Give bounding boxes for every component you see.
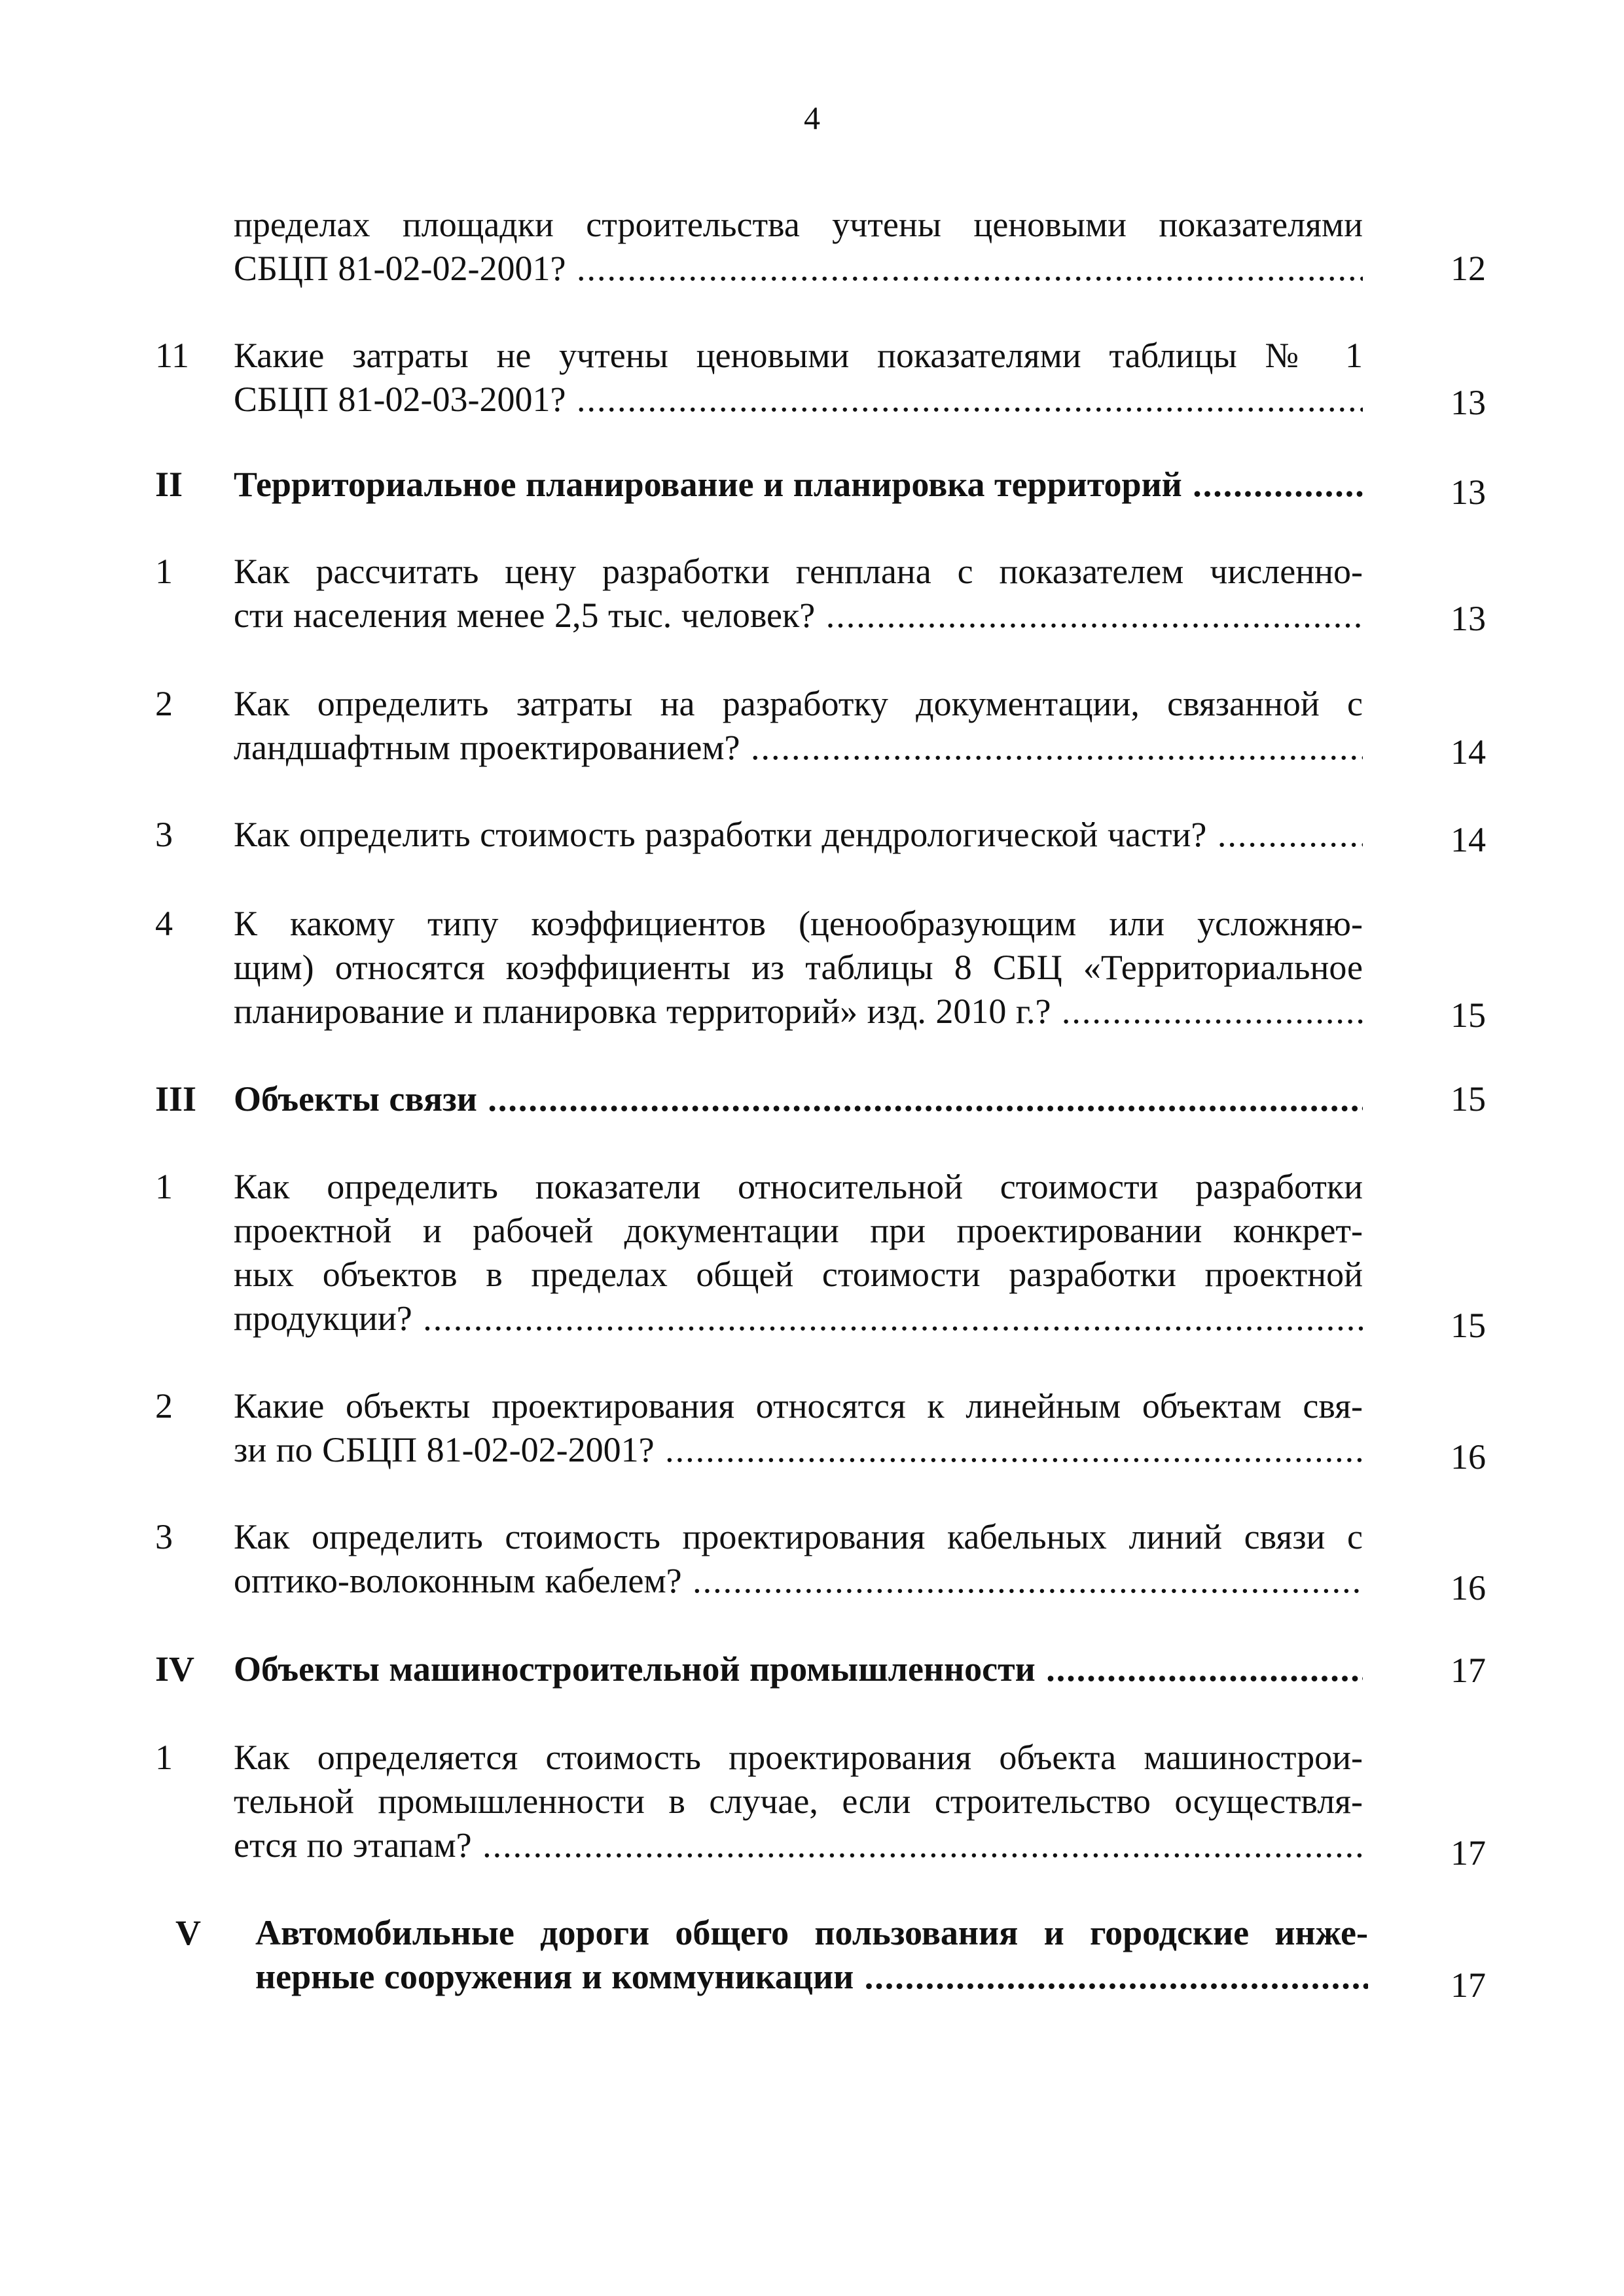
toc-entry-line: тельной промышленности в случае, если строительство осуществля-	[234, 1782, 1363, 1821]
toc-entry-line: Объекты связи .....	[234, 1077, 1363, 1121]
toc-section-title	[234, 1647, 1363, 1691]
toc-section-number: V	[175, 1913, 201, 1952]
toc-entry-number: 1	[155, 1167, 173, 1206]
toc-section-number: II	[155, 465, 183, 504]
toc-entry-number: 2	[155, 1386, 173, 1426]
toc-entry-line: сти населения менее 2,5 тыс. человек? .....	[234, 594, 1363, 637]
toc-entry-title	[234, 1384, 1363, 1472]
toc-entry-page: 13	[1451, 599, 1486, 638]
toc-entry-title	[234, 682, 1363, 770]
toc-entry-page: 16	[1451, 1437, 1486, 1477]
toc-section-title	[234, 1077, 1363, 1121]
toc-entry-line: планирование и планировка территорий» изд. 2010 г.? .....	[234, 990, 1363, 1033]
toc-entry-line: Как рассчитать цену разработки генплана с показателем численно-	[234, 552, 1363, 591]
toc-entry-title	[234, 1736, 1363, 1867]
toc-entry-line: продукции? .....	[234, 1297, 1363, 1340]
toc-section-title	[234, 463, 1363, 507]
toc-section-number: III	[155, 1079, 197, 1119]
toc-entry-page: 15	[1451, 996, 1486, 1035]
toc-entry-line: Объекты машиностроительной промышленности .....	[234, 1647, 1363, 1691]
toc-entry-line: нерные сооружения и коммуникации .....	[255, 1955, 1368, 1999]
toc-entry-line: Как определить показатели относительной стоимости разработки	[234, 1167, 1363, 1206]
toc-entry-line: проектной и рабочей документации при проектировании конкрет-	[234, 1211, 1363, 1250]
toc-entry-line: щим) относятся коэффициенты из таблицы 8 СБЦ «Территориальное	[234, 948, 1363, 987]
toc-entry-title	[234, 1165, 1363, 1340]
toc-entry-title	[234, 203, 1363, 291]
toc-entry-line: Как определить затраты на разработку документации, связанной с	[234, 684, 1363, 723]
toc-entry-page: 15	[1451, 1306, 1486, 1345]
toc-entry-line: Какие затраты не учтены ценовыми показателями таблицы № 1	[234, 336, 1363, 375]
toc-entry-page: 17	[1451, 1833, 1486, 1873]
toc-entry-page: 14	[1451, 732, 1486, 772]
toc-entry-page: 17	[1451, 1965, 1486, 2005]
toc-entry-page: 16	[1451, 1568, 1486, 1607]
toc-entry-line: СБЦП 81-02-03-2001? .....	[234, 378, 1363, 422]
toc-entry-number: 4	[155, 904, 173, 943]
toc-entry-page: 13	[1451, 383, 1486, 422]
toc-entry-page: 15	[1451, 1079, 1486, 1119]
toc-entry-title	[234, 550, 1363, 637]
toc-entry-title	[234, 334, 1363, 422]
toc-entry-number: 3	[155, 815, 173, 854]
toc-entry-page: 14	[1451, 820, 1486, 859]
toc-entry-line: ется по этапам? .....	[234, 1823, 1363, 1867]
toc-entry-line: ландшафтным проектированием? .....	[234, 726, 1363, 770]
toc-entry-title	[234, 1515, 1363, 1603]
toc-entry-number: 3	[155, 1517, 173, 1556]
toc-entry-line: оптико-волоконным кабелем? .....	[234, 1559, 1363, 1603]
page-number: 4	[804, 99, 820, 136]
toc-entry-title	[234, 813, 1363, 857]
toc-entry-line: пределах площадки строительства учтены ценовыми показателями	[234, 205, 1363, 244]
toc-entry-line: Как определяется стоимость проектирования объекта машинострои-	[234, 1738, 1363, 1777]
toc-entry-number: 2	[155, 684, 173, 723]
toc-entry-line: Территориальное планирование и планировка территорий .....	[234, 463, 1363, 507]
toc-entry-number: 1	[155, 552, 173, 591]
toc-entry-line: Автомобильные дороги общего пользования и городские инже-	[255, 1913, 1368, 1952]
toc-entry-line: ных объектов в пределах общей стоимости разработки проектной	[234, 1255, 1363, 1294]
toc-entry-page: 13	[1451, 473, 1486, 512]
toc-entry-line: Как определить стоимость проектирования кабельных линий связи с	[234, 1517, 1363, 1556]
toc-entry-line: зи по СБЦП 81-02-02-2001? .....	[234, 1428, 1363, 1472]
toc-entry-title	[234, 902, 1363, 1033]
toc-section-title	[255, 1911, 1368, 1999]
toc-entry-page: 17	[1451, 1651, 1486, 1690]
toc-entry-line: Какие объекты проектирования относятся к линейным объектам свя-	[234, 1386, 1363, 1426]
toc-entry-number: 1	[155, 1738, 173, 1777]
toc-section-number: IV	[155, 1649, 195, 1689]
toc-entry-page: 12	[1451, 249, 1486, 288]
toc-entry-line: СБЦП 81-02-02-2001? .....	[234, 247, 1363, 291]
toc-entry-number: 11	[155, 336, 189, 375]
toc-entry-line: Как определить стоимость разработки дендрологической части? .....	[234, 813, 1363, 857]
toc-entry-line: К какому типу коэффициентов (ценообразующим или усложняю-	[234, 904, 1363, 943]
